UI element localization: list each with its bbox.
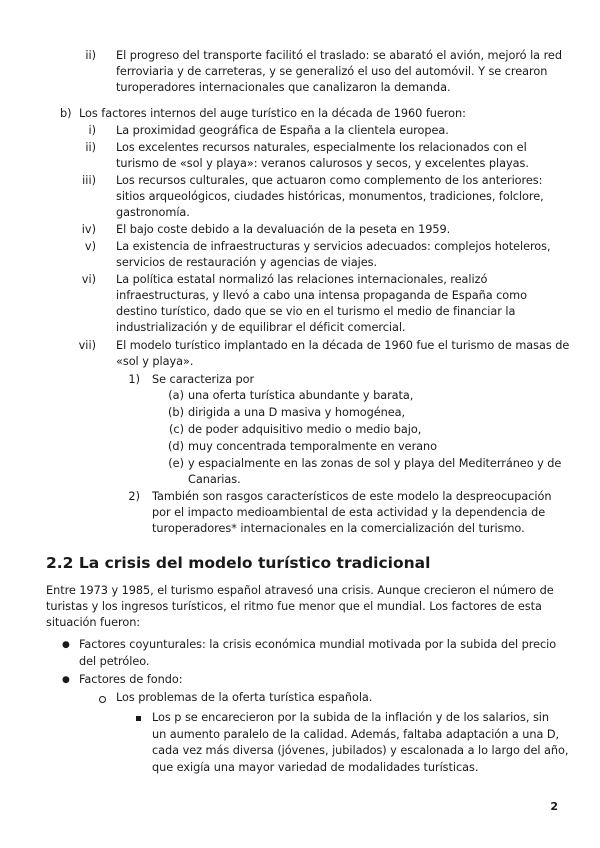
text-line: «sol y playa». <box>116 355 194 368</box>
text-line: gastronomía. <box>116 206 190 219</box>
text-line: La política estatal normalizó las relaciones internacionales, realizó <box>116 273 488 286</box>
text-line: Factores coyunturales: la crisis económica mundial motivada por la subida del precio <box>79 638 557 651</box>
sub-marker: 2) <box>128 490 140 503</box>
text-line: turoperadores* internacionales en la comercialización del turismo. <box>152 522 525 535</box>
page-number: 2 <box>550 800 558 813</box>
section-title: Los factores internos del auge turístico en la década de 1960 fueron: <box>79 107 466 120</box>
item-marker: vii) <box>78 339 96 352</box>
letter-marker: (b) <box>168 406 184 419</box>
text-line: La proximidad geográfica de España a la clientela europea. <box>116 124 449 137</box>
text-line: turismo de «sol y playa»: veranos calurosos y secos, y excelentes playas. <box>116 157 529 170</box>
item-marker: vi) <box>81 273 96 286</box>
text-line: de poder adquisitivo medio o medio bajo, <box>188 423 422 436</box>
letter-marker: (e) <box>168 457 184 470</box>
text-line: del petróleo. <box>79 655 150 668</box>
text-line: una oferta turística abundante y barata, <box>188 389 414 402</box>
text-line: cada vez más diversa (jóvenes, jubilados) y escalonada a lo largo del año, <box>152 744 569 757</box>
item-marker: iii) <box>82 174 96 187</box>
section-heading: 2.2 La crisis del modelo turístico tradicional <box>46 554 431 572</box>
text-line: muy concentrada temporalmente en verano <box>188 440 438 453</box>
text-line: Canarias. <box>188 473 241 486</box>
text-line: Los excelentes recursos naturales, especialmente los relacionados con el <box>116 141 527 154</box>
text-line: por el impacto medioambiental de esta actividad y la dependencia de <box>152 506 546 519</box>
text-line: La existencia de infraestructuras y servicios adecuados: complejos hoteleros, <box>116 240 551 253</box>
text-line: El modelo turístico implantado en la década de 1960 fue el turismo de masas de <box>116 339 570 352</box>
text-line: un aumento paralelo de la calidad. Además, faltaba adaptación a una D, <box>152 728 560 741</box>
text-line: infraestructuras, y llevó a cabo una intensa propaganda de España como <box>116 289 527 302</box>
text-line: El progreso del transporte facilitó el traslado: se abarató el avión, mejoró la red <box>116 49 562 62</box>
text-line: También son rasgos característicos de este modelo la despreocupación <box>152 490 552 503</box>
text-line: turistas y los ingresos turísticos, el ritmo fue menor que el mundial. Los factores de esta <box>46 600 542 613</box>
sub-marker: 1) <box>128 373 140 386</box>
item-marker: ii) <box>85 141 96 154</box>
item-marker: ii) <box>85 49 96 62</box>
text-line: El bajo coste debido a la devaluación de la peseta en 1959. <box>116 223 451 236</box>
text-line: industrialización y de equilibrar el déficit comercial. <box>116 321 406 334</box>
text-line: y espacialmente en las zonas de sol y playa del Mediterráneo y de <box>188 457 562 470</box>
text-line: Entre 1973 y 1985, el turismo español atravesó una crisis. Aunque crecieron el número de <box>46 584 554 597</box>
letter-marker: (c) <box>168 423 184 436</box>
text-line: Los recursos culturales, que actuaron como complemento de los anteriores: <box>116 174 543 187</box>
text-line: turoperadores internacionales que canalizaron la demanda. <box>116 81 451 94</box>
bullet-square-icon <box>136 716 141 721</box>
text-line: Se caracteriza por <box>152 373 255 386</box>
text-line: Factores de fondo: <box>79 673 183 686</box>
text-line: dirigida a una D masiva y homogénea, <box>188 406 406 419</box>
letter-marker: (a) <box>168 389 184 402</box>
text-line: situación fueron: <box>46 616 141 629</box>
text-line: destino turístico, dado que se vio en el turismo el medio de financiar la <box>116 305 516 318</box>
text-line: ferroviaria y de carreteras, y se generalizó el uso del automóvil. Y se crearon <box>116 65 548 78</box>
bullet-circle-icon <box>99 696 106 703</box>
text-line: Los problemas de la oferta turística española. <box>116 691 373 704</box>
item-marker: v) <box>84 240 96 253</box>
bullet-dot-icon: ● <box>62 640 70 650</box>
bullet-dot-icon: ● <box>62 675 70 685</box>
section-marker: b) <box>60 107 72 120</box>
text-line: que exigía una mayor variedad de modalidades turísticas. <box>152 761 479 774</box>
item-marker: i) <box>88 124 96 137</box>
text-line: Los p se encarecieron por la subida de la inflación y de los salarios, sin <box>152 711 549 724</box>
text-line: servicios de restauración y agencias de viajes. <box>116 256 377 269</box>
letter-marker: (d) <box>168 440 184 453</box>
text-line: sitios arqueológicos, ciudades históricas, monumentos, tradiciones, folclore, <box>116 190 544 203</box>
item-marker: iv) <box>81 223 96 236</box>
